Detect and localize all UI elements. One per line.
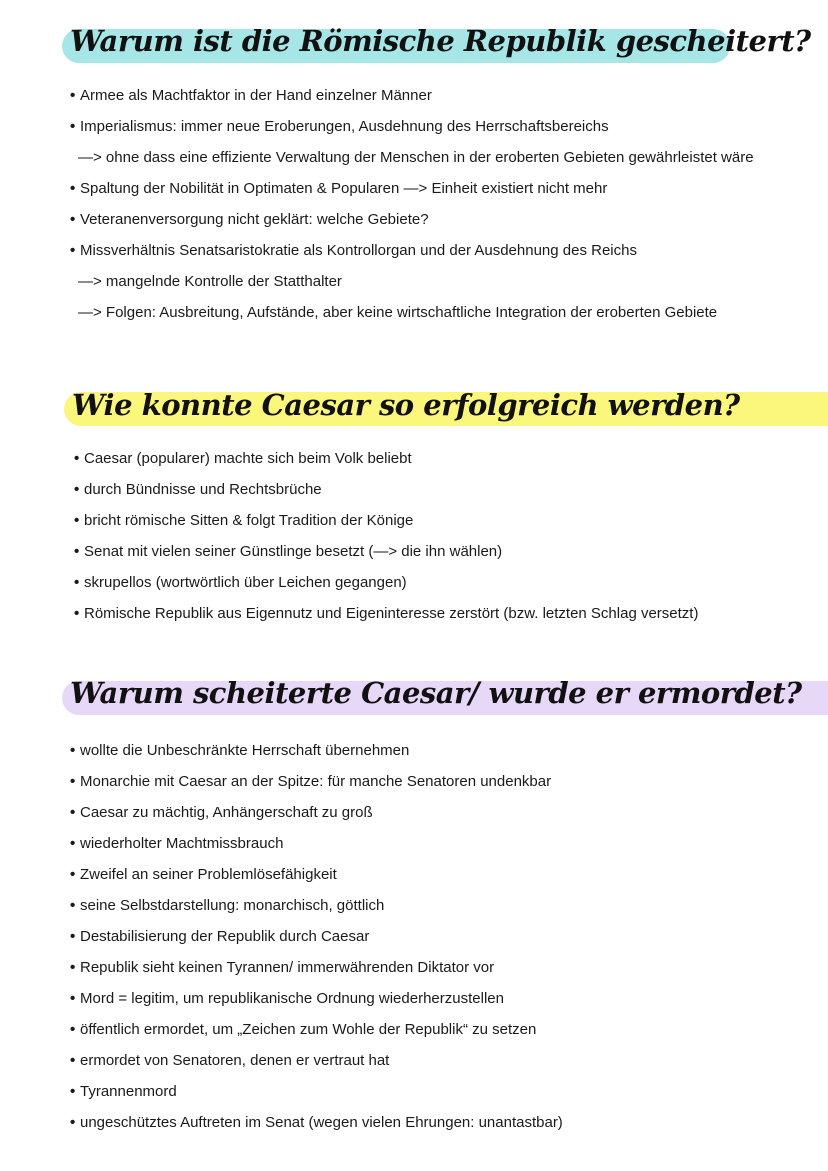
bullet-item: • Caesar (popularer) machte sich beim Volk beliebt — [74, 443, 698, 474]
section-1-list — [70, 80, 754, 328]
section-3-list — [70, 735, 563, 1138]
bullet-item: • Republik sieht keinen Tyrannen/ immerwährenden Diktator vor — [70, 952, 563, 983]
bullet-item: • skrupellos (wortwörtlich über Leichen gegangen) — [74, 567, 698, 598]
section-1-heading: Warum ist die Römische Republik gescheitert? — [70, 24, 811, 58]
bullet-item: • Mord = legitim, um republikanische Ordnung wiederherzustellen — [70, 983, 563, 1014]
sub-item: —> ohne dass eine effiziente Verwaltung der Menschen in der eroberten Gebieten gewährleistet wäre — [78, 149, 754, 166]
bullet-item: • Senat mit vielen seiner Günstlinge besetzt (—> die ihn wählen) — [74, 536, 698, 567]
bullet-item: • Imperialismus: immer neue Eroberungen, Ausdehnung des Herrschaftsbereichs — [70, 111, 754, 142]
section-2-list — [74, 443, 698, 629]
section-2-heading: Wie konnte Caesar so erfolgreich werden? — [72, 388, 740, 422]
bullet-item: • Caesar zu mächtig, Anhängerschaft zu groß — [70, 797, 563, 828]
bullet-item: • Monarchie mit Caesar an der Spitze: für manche Senatoren undenkbar — [70, 766, 563, 797]
bullet-item: • seine Selbstdarstellung: monarchisch, göttlich — [70, 890, 563, 921]
bullet-item: • durch Bündnisse und Rechtsbrüche — [74, 474, 698, 505]
bullet-item: • Zweifel an seiner Problemlösefähigkeit — [70, 859, 563, 890]
bullet-item: • ungeschütztes Auftreten im Senat (wegen vielen Ehrungen: unantastbar) — [70, 1107, 563, 1138]
bullet-item: • Destabilisierung der Republik durch Caesar — [70, 921, 563, 952]
bullet-item: • Tyrannenmord — [70, 1076, 563, 1107]
bullet-item: • Spaltung der Nobilität in Optimaten & Popularen —> Einheit existiert nicht mehr — [70, 173, 754, 204]
bullet-item: • bricht römische Sitten & folgt Tradition der Könige — [74, 505, 698, 536]
bullet-item: • Römische Republik aus Eigennutz und Eigeninteresse zerstört (bzw. letzten Schlag versetzt) — [74, 598, 698, 629]
bullet-item: • öffentlich ermordet, um „Zeichen zum Wohle der Republik“ zu setzen — [70, 1014, 563, 1045]
bullet-item: • ermordet von Senatoren, denen er vertraut hat — [70, 1045, 563, 1076]
sub-item: —> mangelnde Kontrolle der Statthalter — [78, 273, 342, 290]
bullet-item: • Missverhältnis Senatsaristokratie als Kontrollorgan und der Ausdehnung des Reichs — [70, 235, 754, 266]
bullet-item: • Veteranenversorgung nicht geklärt: welche Gebiete? — [70, 204, 754, 235]
bullet-item: • Armee als Machtfaktor in der Hand einzelner Männer — [70, 80, 754, 111]
section-3-heading: Warum scheiterte Caesar/ wurde er ermordet? — [70, 676, 802, 710]
sub-item: —> Folgen: Ausbreitung, Aufstände, aber keine wirtschaftliche Integration der eroberten Gebiete — [78, 304, 718, 321]
bullet-item: • wollte die Unbeschränkte Herrschaft übernehmen — [70, 735, 563, 766]
bullet-item: • wiederholter Machtmissbrauch — [70, 828, 563, 859]
